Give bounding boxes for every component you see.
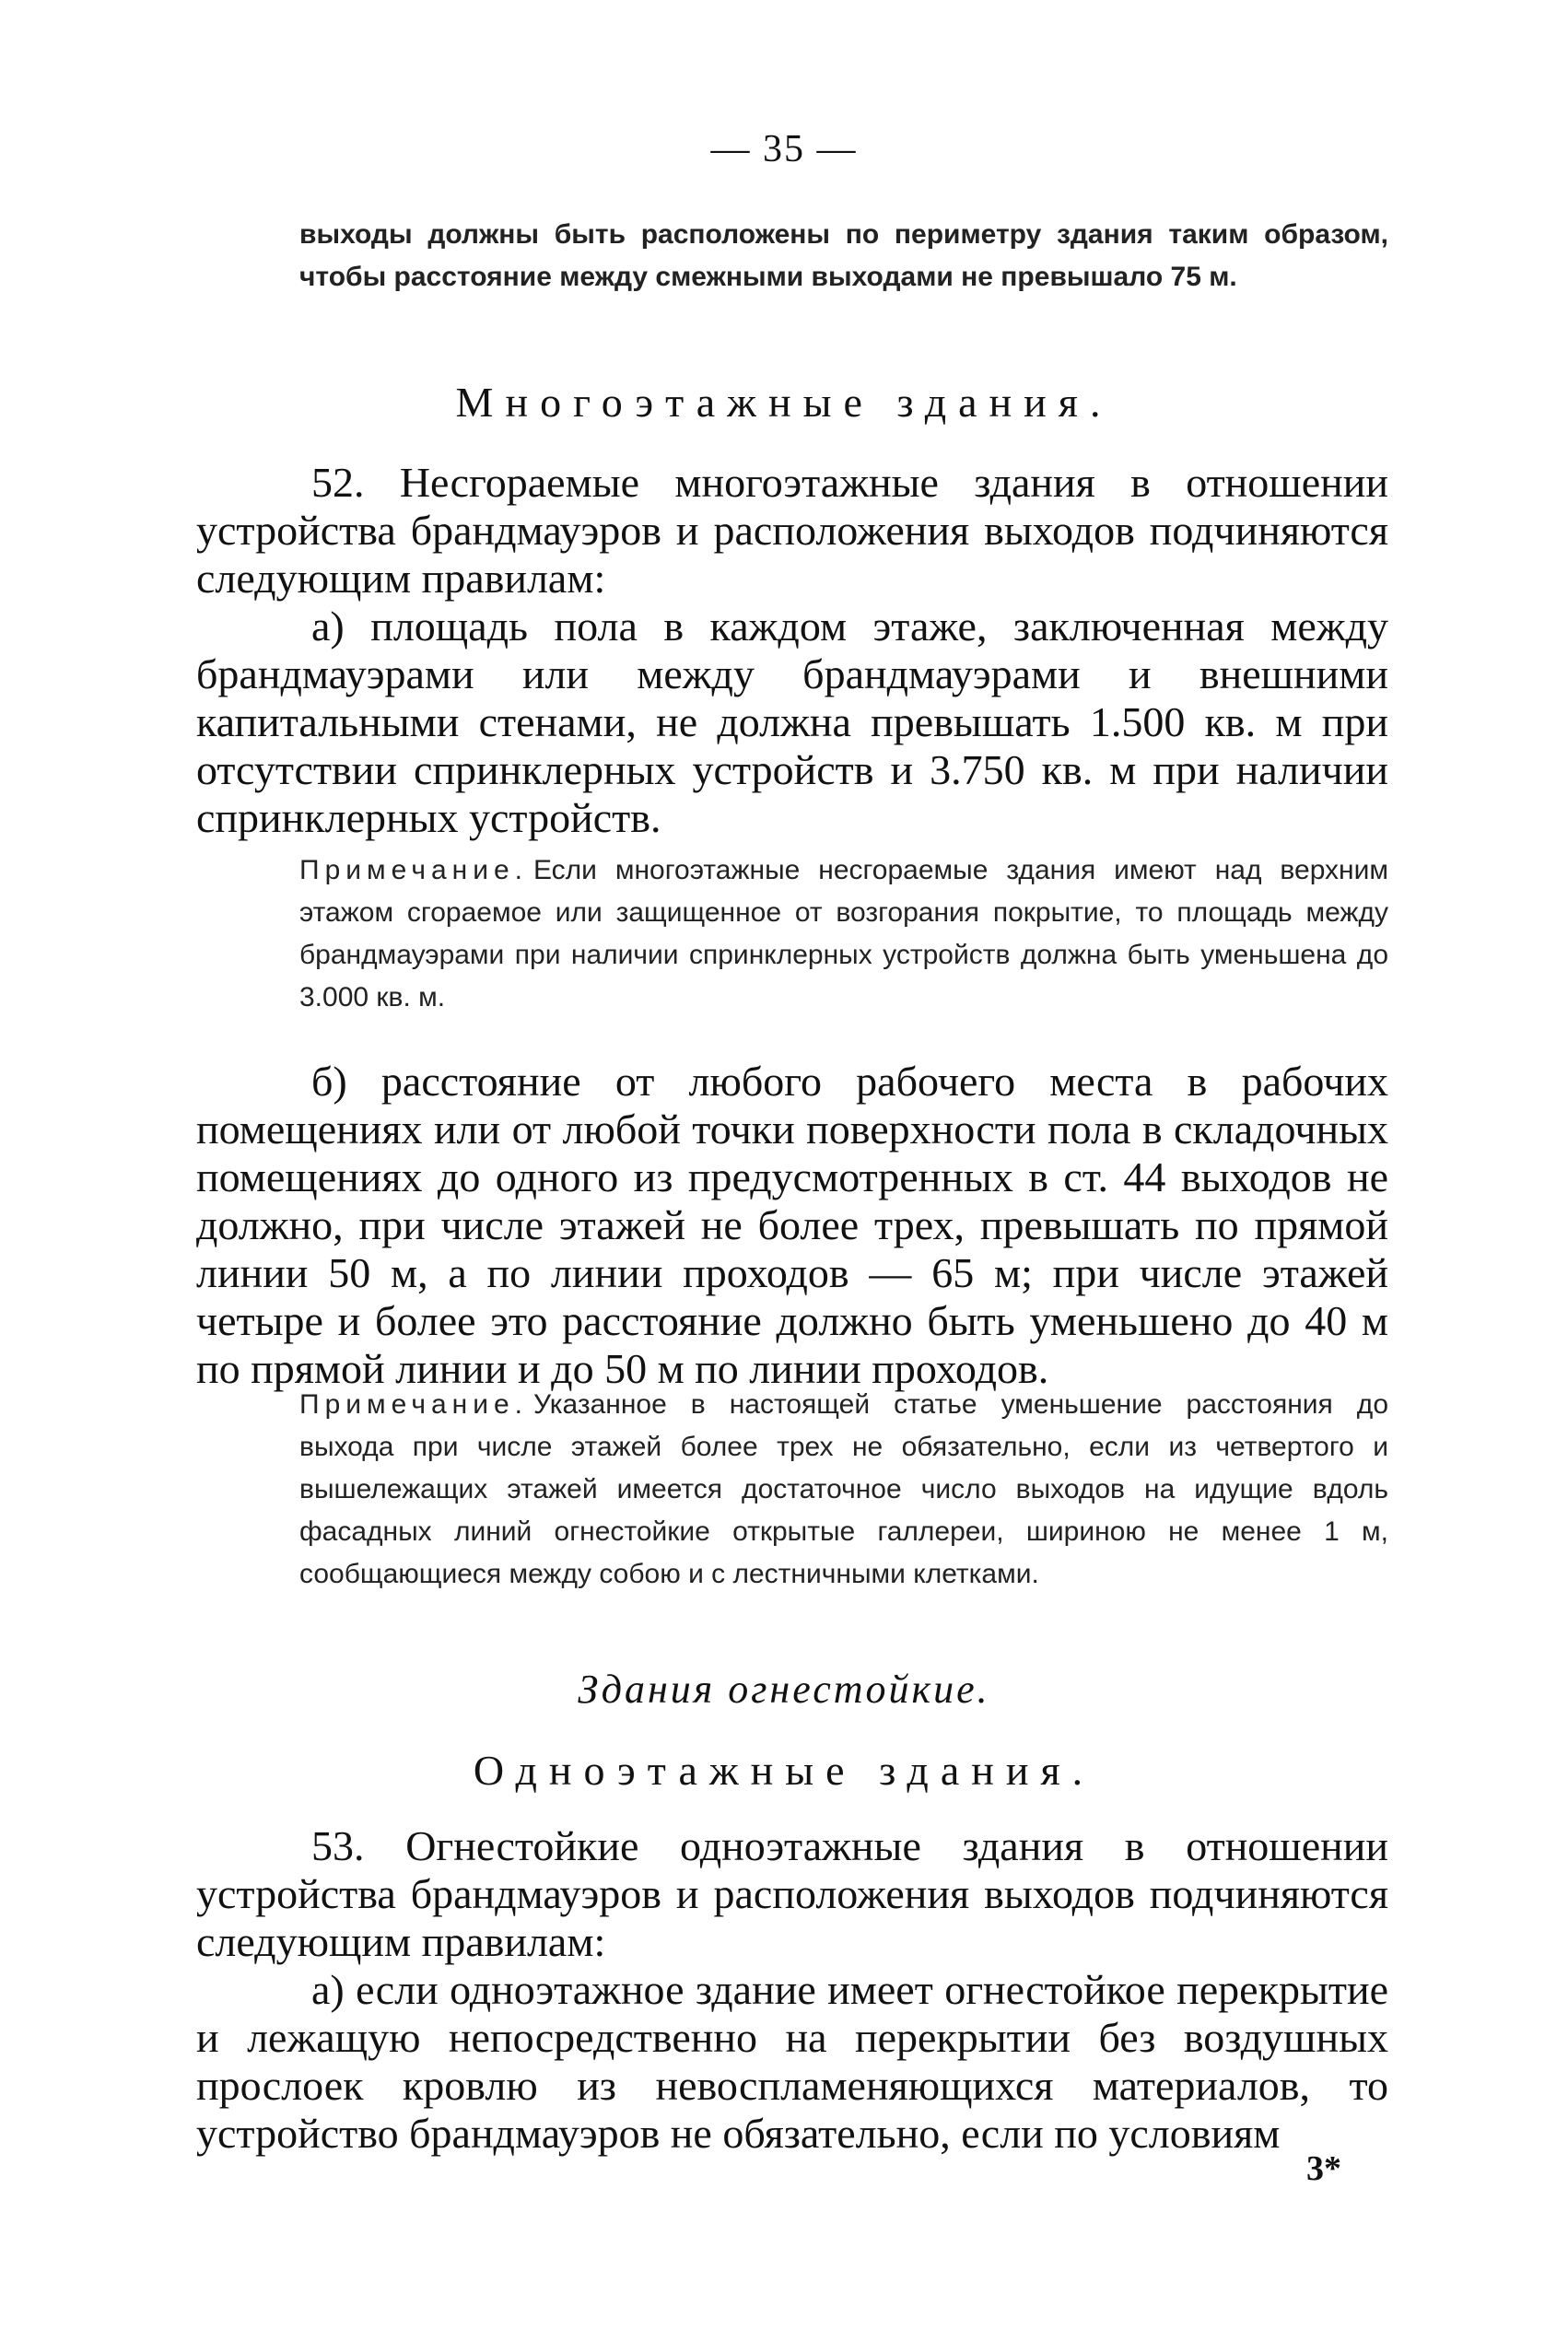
paragraph-53-a: а) если одноэтажное здание имеет огнестойкое перекрытие и лежащую непосредственно на перекрытии без воздушных прослоек кровлю из невоспламеняющихся материалов, то устройство брандмауэров не обязательно, если по условиям <box>196 1966 1388 2157</box>
note-1-label: Примечание. <box>299 855 528 885</box>
note-2-label: Примечание. <box>299 1389 528 1420</box>
page-number: — 35 — <box>710 128 858 170</box>
continued-paragraph: выходы должны быть расположены по периметру здания таким образом, чтобы расстояние между смежными выходами не превышало 75 м. <box>299 219 1388 292</box>
paragraph-53-block <box>196 1822 1388 2158</box>
section-heading-multistorey: Многоэтажные здания. <box>455 379 1113 426</box>
paragraph-52-b-block <box>196 1058 1388 1393</box>
paragraph-53-intro: 53. Огнестойкие одноэтажные здания в отношении устройства брандмауэров и расположения выходов подчиняются следующим правилам: <box>196 1822 1388 1965</box>
paragraph-52-block <box>196 459 1388 842</box>
paragraph-52-b: б) расстояние от любого рабочего места в рабочих помещениях или от любой точки поверхности пола в складочных помещениях до одного из предусмотренных в ст. 44 выходов не должно, при числе этажей не более трех, превышать по прямой линии 50 м, а по линии проходов — 65 м; при числе этажей четыре и более это расстояние должно быть уменьшено до 40 м по прямой линии и до 50 м по линии проходов. <box>196 1058 1388 1392</box>
note-1 <box>299 849 1388 1019</box>
section-heading-fireproof: Здания огнестойкие. <box>578 1667 990 1712</box>
paragraph-52-intro: 52. Несгораемые многоэтажные здания в отношении устройства брандмауэров и расположения выходов подчиняются следующим правилам: <box>196 459 1388 602</box>
paragraph-52-a: а) площадь пола в каждом этаже, заключенная между брандмауэрами или между брандмауэрами и внешними капитальными стенами, не должна превышать 1.500 кв. м при отсутствии спринклерных устройств и 3.750 кв. м при наличии спринклерных устройств. <box>196 603 1388 841</box>
signature-mark: 3* <box>1306 2149 1341 2188</box>
note-2-text: Указанное в настоящей статье уменьшение расстояния до выхода при числе этажей более трех не обязательно, если из четвертого и вышележащих этажей имеется достаточное число выходов на идущие вдоль фасадных линий огнестойкие открытые галлереи, шириною не менее 1 м, сообщающиеся между собою и с лестничными клетками. <box>299 1389 1388 1589</box>
note-2 <box>299 1384 1388 1596</box>
section-heading-single-storey: Одноэтажные здания. <box>473 1747 1095 1794</box>
note-1-text: Если многоэтажные несгораемые здания имеют над верхним этажом сгораемое или защищенное от возгорания покрытие, то площадь между брандмауэрами при наличии спринклерных устройств должна быть уменьшена до 3.000 кв. м. <box>299 855 1388 1012</box>
